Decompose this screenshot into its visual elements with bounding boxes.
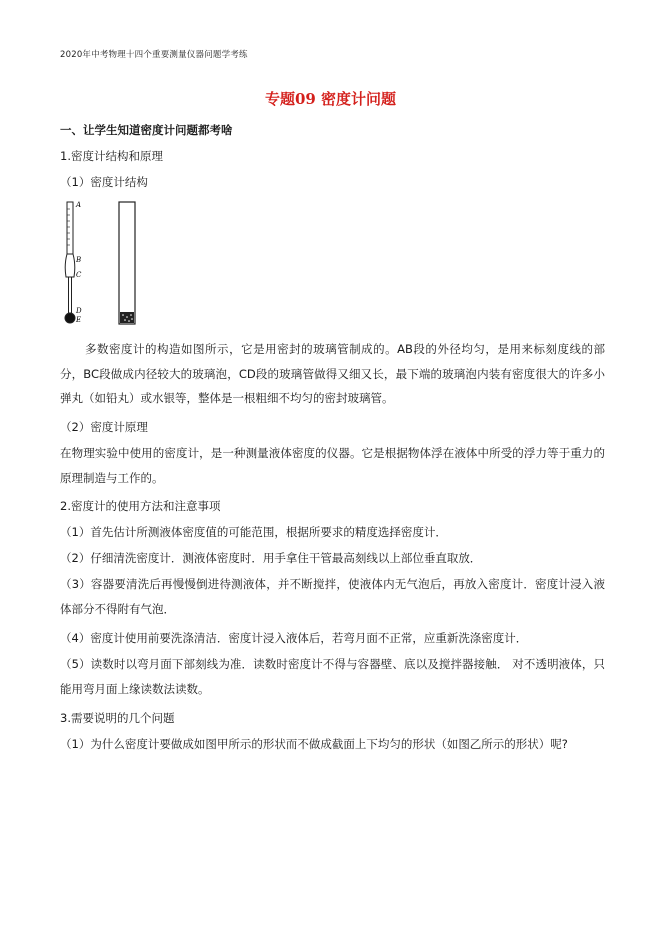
- subsection-usage: 2.密度计的使用方法和注意事项: [60, 499, 221, 513]
- label-a: A: [76, 201, 82, 209]
- label-e: E: [76, 316, 82, 324]
- section-heading: 一、让学生知道密度计问题都考啥: [60, 123, 233, 137]
- label-c: C: [76, 271, 82, 279]
- running-header: 2020年中考物理十四个重要测量仪器问题学考练: [60, 50, 248, 60]
- page-title: 专题09 密度计问题: [264, 90, 397, 108]
- question-1: （1）为什么密度计要做成如图甲所示的形状而不做成截面上下均匀的形状（如图乙所示的形状）呢?: [60, 737, 568, 751]
- usage-item-5: （5）读数时以弯月面下部刻线为准．读数时密度计不得与容器壁、底以及搅拌器接触． 对不透明液体，只能用弯月面上缘读数法读数。: [60, 657, 605, 696]
- label-b: B: [76, 256, 82, 264]
- usage-item-1: （1）首先估计所测液体密度值的可能范围，根据所要求的精度选择密度计．: [60, 525, 447, 539]
- hydrometer-figure: [55, 197, 155, 332]
- subsection-questions: 3.需要说明的几个问题: [60, 711, 175, 725]
- subsection-principle: （2）密度计原理: [60, 420, 148, 434]
- paragraph-structure: 多数密度计的构造如图所示，它是用密封的玻璃管制成的。AB段的外径均匀，是用来标刻度线的部分，BC段做成内径较大的玻璃泡，CD段的玻璃管做得又细又长，最下端的玻璃泡内装有密度很大的许多小弹丸（如铅丸）或水银等，整体是一根粗细不均匀的密封玻璃管。: [60, 342, 605, 405]
- subsection-structure-principle: 1.密度计结构和原理: [60, 149, 163, 163]
- paragraph-principle: 在物理实验中使用的密度计，是一种测量液体密度的仪器。它是根据物体浮在液体中所受的浮力等于重力的原理制造与工作的。: [60, 446, 605, 485]
- usage-item-3: （3）容器要清洗后再慢慢倒进待测液体，并不断搅拌，使液体内无气泡后，再放入密度计．密度计浸入液体部分不得附有气泡．: [60, 577, 605, 616]
- label-d: D: [76, 307, 82, 315]
- subsection-structure: （1）密度计结构: [60, 175, 148, 189]
- uniform-tube-drawing: [119, 202, 135, 324]
- usage-item-2: （2）仔细清洗密度计．测液体密度时．用手拿住干管最高刻线以上部位垂直取放．: [60, 551, 482, 565]
- usage-item-4: （4）密度计使用前要洗涤清洁．密度计浸入液体后，若弯月面不正常，应重新洗涤密度计．: [60, 631, 528, 645]
- hydrometer-drawing: [65, 201, 82, 324]
